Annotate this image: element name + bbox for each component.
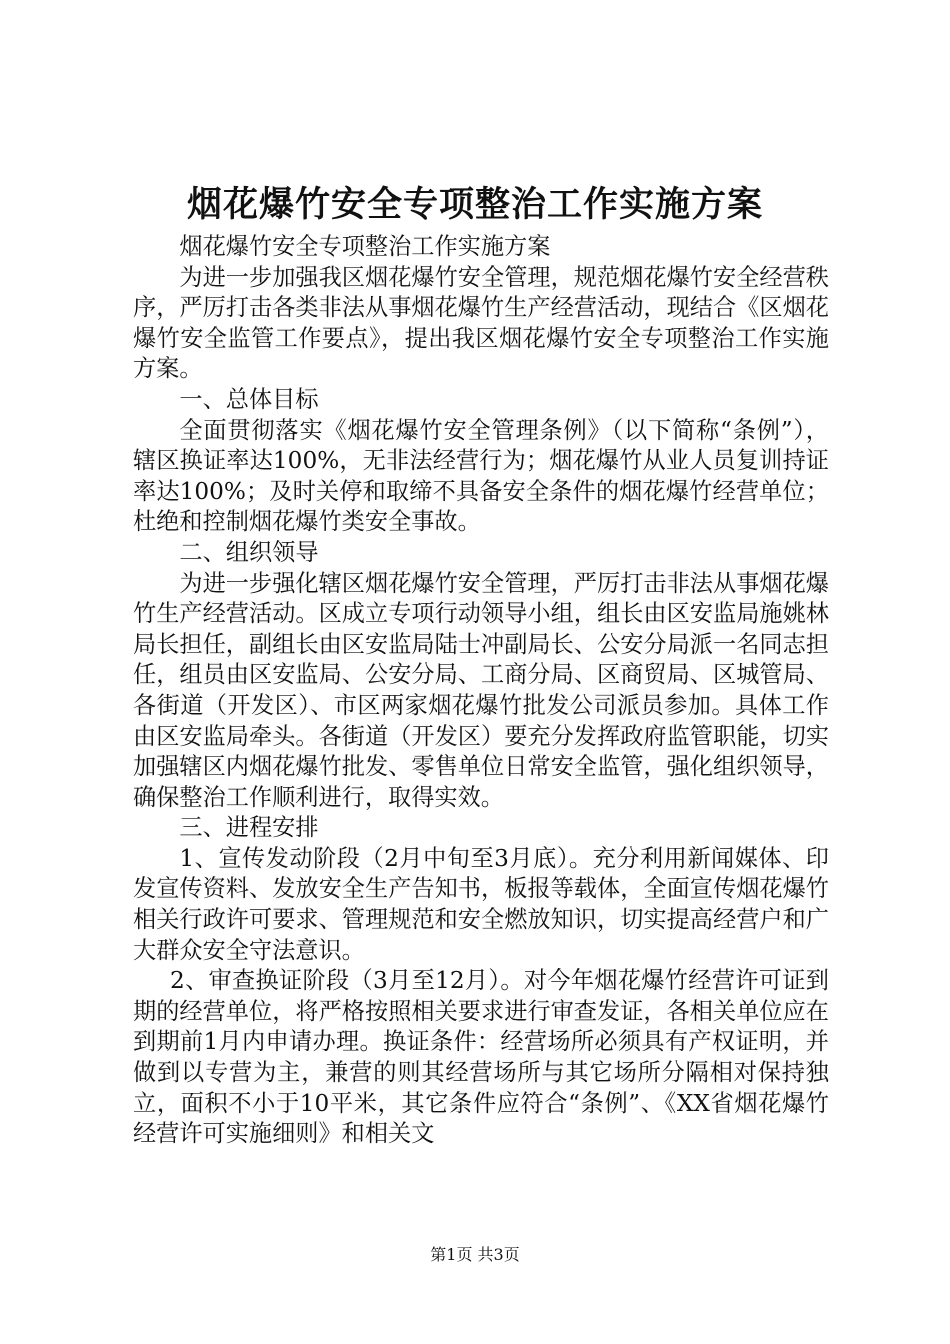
section-heading-organization: 二、组织领导: [179, 538, 319, 566]
intro-paragraph: 为进一步加强我区烟花爆竹安全管理，规范烟花爆竹安全经营秩序，严厉打击各类非法从事烟花爆竹生产经营活动，现结合《区烟花爆竹安全监管工作要点》，提出我区烟花爆竹安全专项整治工作实施方案。: [133, 263, 829, 383]
page-footer: 第1页 共3页: [430, 1245, 520, 1264]
subtitle-paragraph: 烟花爆竹安全专项整治工作实施方案: [179, 233, 551, 260]
section-heading-schedule: 三、进程安排: [179, 814, 319, 842]
schedule-stage-1-paragraph: 1、宣传发动阶段（2月中旬至3月底）。充分利用新闻媒体、印发宣传资料、发放安全生产告知书，板报等载体，全面宣传烟花爆竹相关行政许可要求、管理规范和安全燃放知识，切实提高经营户和广大群众安全守法意识。: [133, 844, 829, 964]
document-body: [133, 232, 829, 1150]
schedule-stage-2-paragraph: 2、审查换证阶段（3月至12月）。对今年烟花爆竹经营许可证到期的经营单位，将严格按照相关要求进行审查发证，各相关单位应在到期前1月内申请办理。换证条件：经营场所必须具有产权证明，并做到以专营为主，兼营的则其经营场所与其它场所分隔相对保持独立，面积不小于10平米，其它条件应符合“条例”、《XX省烟花爆竹经营许可实施细则》和相关文: [133, 967, 829, 1148]
section-heading-goals: 一、总体目标: [179, 385, 319, 413]
document-title: 烟花爆竹安全专项整治工作实施方案: [186, 184, 763, 225]
goals-paragraph: 全面贯彻落实《烟花爆竹安全管理条例》（以下简称“条例”），辖区换证率达100%，无非法经营行为；烟花爆竹从业人员复训持证率达100%；及时关停和取缔不具备安全条件的烟花爆竹经营单位；杜绝和控制烟花爆竹类安全事故。: [133, 416, 829, 536]
organization-paragraph: 为进一步强化辖区烟花爆竹安全管理，严厉打击非法从事烟花爆竹生产经营活动。区成立专项行动领导小组，组长由区安监局施姚林局长担任，副组长由区安监局陆士冲副局长、公安分局派一名同志担任，组员由区安监局、公安分局、工商分局、区商贸局、区城管局、各街道（开发区）、市区两家烟花爆竹批发公司派员参加。具体工作由区安监局牵头。各街道（开发区）要充分发挥政府监管职能，切实加强辖区内烟花爆竹批发、零售单位日常安全监管，强化组织领导，确保整治工作顺利进行，取得实效。: [133, 569, 829, 811]
